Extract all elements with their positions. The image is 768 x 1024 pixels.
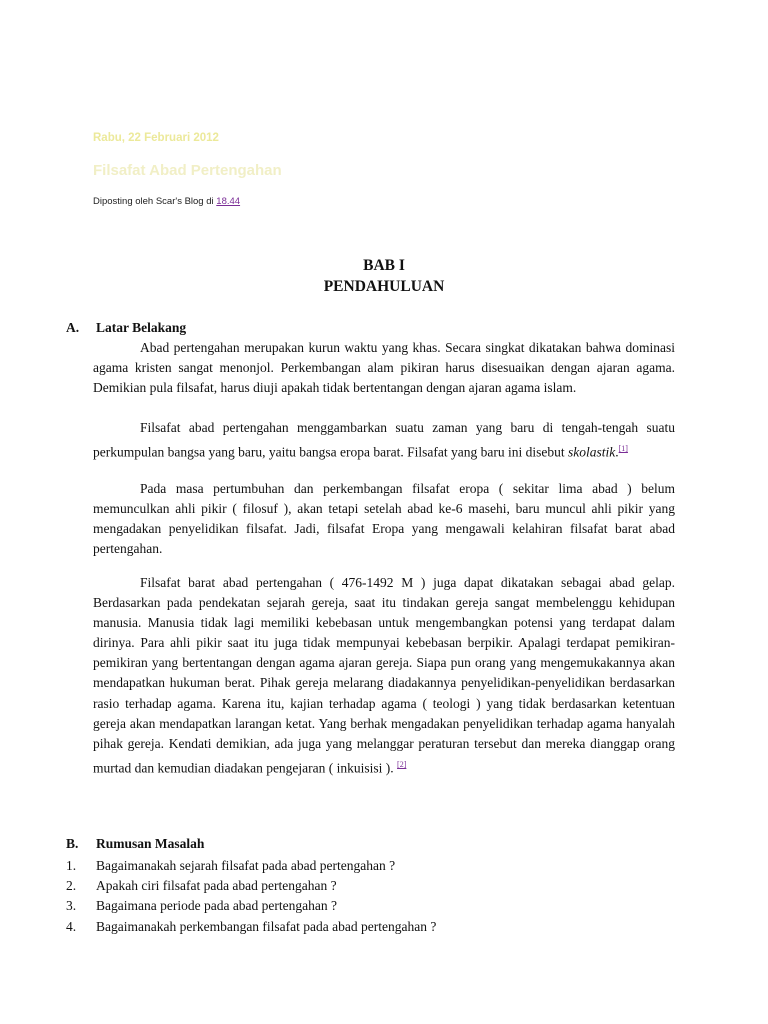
post-meta	[93, 196, 240, 207]
section-a-title: Latar Belakang	[96, 320, 187, 335]
post-title-link[interactable]: Filsafat Abad Pertengahan	[93, 162, 282, 179]
paragraph-1	[93, 338, 675, 398]
paragraph-2: Filsafat abad pertengahan menggambarkan suatu zaman yang baru di tengah-tengah suatu perkumpulan bangsa yang baru, yaitu bangsa eropa barat. Filsafat yang baru ini disebut skolastik.[1]	[93, 420, 675, 460]
list-item: 4. Bagaimanakah perkembangan filsafat pada abad pertengahan ?	[66, 918, 437, 934]
footnote-2-link[interactable]: [2]	[397, 759, 407, 769]
paragraph-4-text: Filsafat barat abad pertengahan ( 476-1492 M ) juga dapat dikatakan sebagai abad gelap. Berdasarkan pada pendekatan sejarah gereja, saat itu tindakan gereja sangat membelenggu kehidupan manusia. Manusia tidak lagi memiliki kebebasan untuk mengembangkan potensi yang terdapat dalam dirinya. Para ahli pikir saat itu juga tidak mempunyai kebebasan berpikir. Apalagi terdapat pemikiran-pemikiran yang bertentangan dengan agama ajaran gereja. Siapa pun orang yang mengemukakannya akan mendapatkan hukuman berat. Pihak gereja melarang diadakannya penyelidikan-penyelidikan berdasarkan rasio terhadap agama. Karena itu, kajian terhadap agama ( teologi ) yang tidak berdasarkan ketentuan gereja akan mendapatkan larangan ketat. Yang berhak mengadakan penyelidikan terhadap agama hanyalah pihak gereja. Kendati demikian, ada juga yang melanggar peraturan tersebut dan mereka dianggap orang murtad dan kemudian diadakan pengejaran ( inkuisisi ).	[93, 575, 675, 776]
section-b-title: Rumusan Masalah	[96, 836, 205, 851]
problem-list	[66, 856, 436, 937]
paragraph-3-text: Pada masa pertumbuhan dan perkembangan filsafat eropa ( sekitar lima abad ) belum memunculkan ahli pikir ( filosuf ), akan tetapi setelah abad ke-6 masehi, baru muncul ahli pikir yang mengadakan penyelidikan filsafat. Jadi, filsafat Eropa yang mengawali kelahiran filsafat barat abad pertengahan.	[93, 481, 675, 557]
section-b-heading	[66, 836, 204, 852]
chapter-title: PENDAHULUAN	[323, 278, 445, 295]
list-item: 1. Bagaimanakah sejarah filsafat pada abad pertengahan ?	[66, 858, 396, 873]
section-a-number: A.	[66, 320, 80, 335]
post-date: Rabu, 22 Februari 2012	[93, 132, 219, 144]
chapter-label: BAB I	[363, 257, 405, 274]
paragraph-4	[93, 573, 675, 778]
post-meta-author: Diposting oleh Scar's Blog di	[93, 196, 217, 207]
list-item: 3. Bagaimana periode pada abad pertengahan ?	[66, 898, 338, 914]
footnote-1-link[interactable]: [1]	[618, 444, 628, 454]
paragraph-3	[93, 479, 675, 559]
post-time-link[interactable]: 18.44	[216, 196, 241, 207]
term-skolastik: skolastik	[568, 444, 616, 460]
section-b-number: B.	[66, 836, 79, 851]
section-a-heading	[66, 320, 186, 336]
paragraph-2-text: Filsafat abad pertengahan menggambarkan suatu zaman yang baru di tengah-tengah suatu perkumpulan bangsa yang baru, yaitu bangsa eropa barat. Filsafat yang baru ini disebut	[93, 420, 675, 460]
list-item: 2. Apakah ciri filsafat pada abad pertengahan ?	[66, 878, 337, 894]
paragraph-1-text: Abad pertengahan merupakan kurun waktu yang khas. Secara singkat dikatakan bahwa dominasi agama kristen sangat menonjol. Perkembangan alam pikiran harus disesuaikan dengan ajaran agama. Demikian pula filsafat, harus diuji apakah tidak bertentangan dengan ajaran agama islam.	[93, 340, 675, 396]
